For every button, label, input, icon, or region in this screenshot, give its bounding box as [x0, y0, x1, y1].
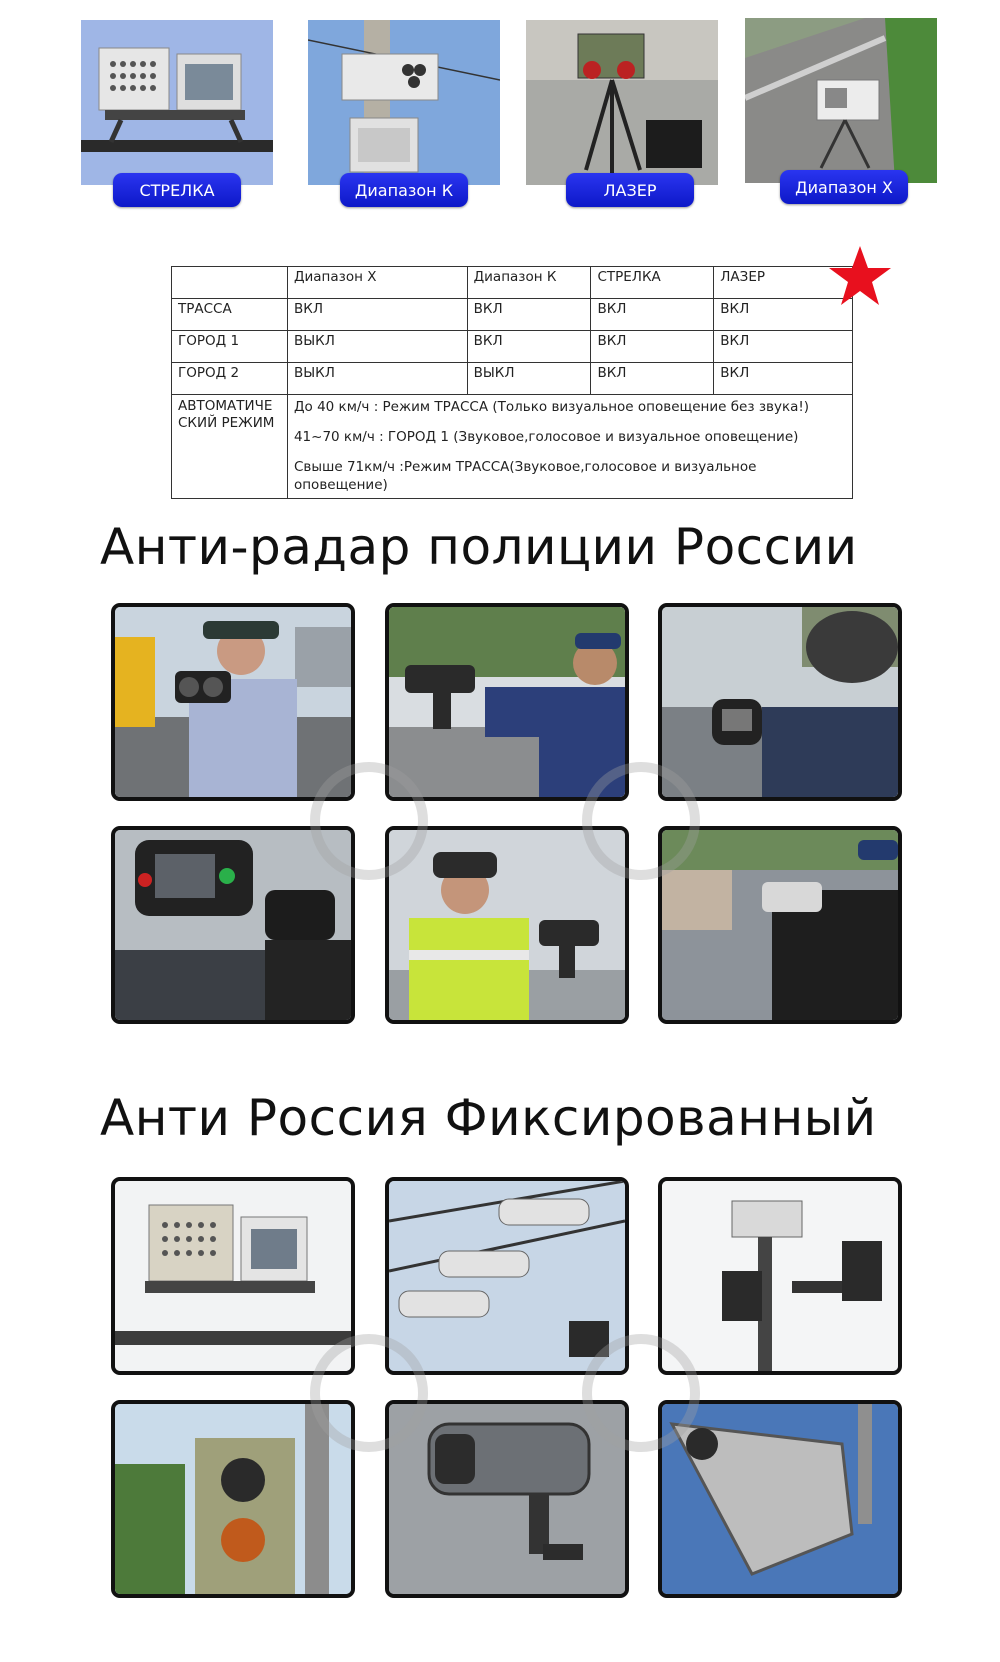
product-label-laser: ЛАЗЕР	[566, 173, 694, 207]
handheld-radar-device-icon	[111, 826, 355, 1024]
pole-camera-cluster-icon	[658, 1177, 902, 1375]
watermark-icon	[582, 762, 700, 880]
table-cell: ВЫКЛ	[467, 363, 591, 395]
gantry-cameras-icon	[385, 1177, 629, 1375]
table-header-cell: Диапазон К	[467, 267, 591, 299]
table-header-cell: ЛАЗЕР	[714, 267, 853, 299]
officer-back-with-radar-icon	[658, 603, 902, 801]
table-cell: ВКЛ	[287, 299, 467, 331]
table-cell: ГОРОД 2	[172, 363, 288, 395]
product-label-range-x: Диапазон Х	[780, 170, 908, 204]
table-cell: ВЫКЛ	[287, 363, 467, 395]
table-cell: ТРАССА	[172, 299, 288, 331]
section-title-fixed: Анти Россия Фиксированный	[100, 1089, 877, 1147]
section-title-police: Анти-радар полиции России	[100, 518, 858, 576]
star-icon	[828, 244, 892, 308]
mode-table	[171, 266, 853, 499]
auto-mode-line: До 40 км/ч : Режим ТРАССА (Только визуальное оповещение без звука!)	[293, 399, 810, 415]
tripod-laser-speed-gun-icon	[526, 20, 718, 185]
product-range-x[interactable]	[745, 18, 937, 197]
table-cell: ВКЛ	[591, 363, 714, 395]
officer-with-radar-camera-icon	[111, 603, 355, 801]
watermark-icon	[310, 762, 428, 880]
roadside-tripod-radar-icon	[745, 18, 937, 183]
table-header-cell: СТРЕЛКА	[591, 267, 714, 299]
table-cell: ВКЛ	[467, 331, 591, 363]
table-cell: ВКЛ	[714, 331, 853, 363]
auto-mode-line: Свыше 71км/ч :Режим ТРАССА(Звуковое,голосовое и визуальное оповещение)	[293, 459, 757, 493]
auto-mode-description	[287, 395, 852, 499]
product-range-k[interactable]	[308, 20, 500, 200]
watermark-icon	[582, 1334, 700, 1452]
overhead-camera-housing-icon	[658, 1400, 902, 1598]
product-strelka[interactable]	[81, 20, 273, 200]
speed-camera-box-icon	[111, 1400, 355, 1598]
product-laser[interactable]	[526, 20, 718, 200]
table-cell: ВКЛ	[714, 299, 853, 331]
pole-mounted-radar-camera-icon	[308, 20, 500, 185]
product-label-strelka: СТРЕЛКА	[113, 173, 241, 207]
table-cell: ВКЛ	[591, 331, 714, 363]
officer-in-car-radar-icon	[658, 826, 902, 1024]
product-label-range-k: Диапазон К	[340, 173, 468, 207]
table-header-row	[172, 267, 853, 299]
table-cell: ВЫКЛ	[287, 331, 467, 363]
table-row	[172, 363, 853, 395]
table-row	[172, 299, 853, 331]
auto-mode-row	[172, 395, 853, 499]
table-header-cell: Диапазон X	[287, 267, 467, 299]
watermark-icon	[310, 1334, 428, 1452]
table-cell: ВКЛ	[467, 299, 591, 331]
fixed-dual-camera-icon	[111, 1177, 355, 1375]
cctv-camera-closeup-icon	[385, 1400, 629, 1598]
auto-mode-label: АВТОМАТИЧЕ СКИЙ РЕЖИМ	[172, 395, 288, 499]
auto-mode-line: 41~70 км/ч : ГОРОД 1 (Звуковое,голосовое и визуальное оповещение)	[293, 429, 799, 445]
table-header-cell	[172, 267, 288, 299]
dual-box-speed-camera-icon	[81, 20, 273, 185]
table-cell: ВКЛ	[591, 299, 714, 331]
officer-aiming-radar-gun-icon	[385, 603, 629, 801]
table-cell: ВКЛ	[714, 363, 853, 395]
table-row	[172, 331, 853, 363]
table-cell: ГОРОД 1	[172, 331, 288, 363]
